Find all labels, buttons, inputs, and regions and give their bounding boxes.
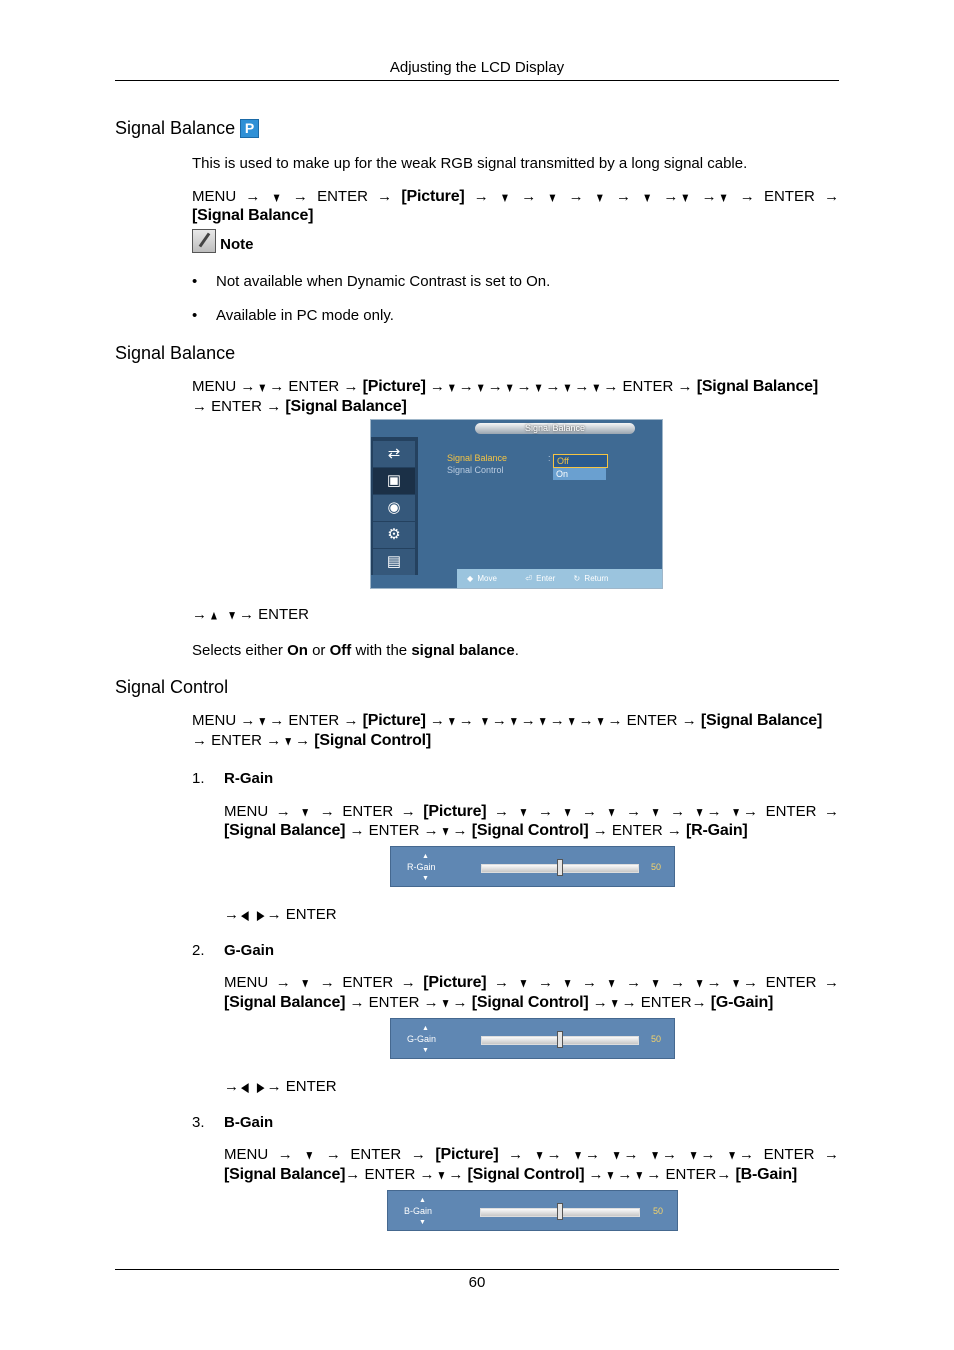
bullet-item: • — [192, 273, 198, 290]
bullet-text: Not available when Dynamic Contrast is set to On. — [216, 273, 551, 290]
osd-footer: ◆ Move ⏎ Enter ↻ Return — [457, 569, 662, 588]
up-arrow-icon: ▲ — [419, 1197, 426, 1204]
menu-path-cont: → ENTER → ▼ → [Signal Control] — [192, 732, 432, 750]
menu-path: MENU → ▼ → ENTER → [Picture] → ▼ → ▼ → ▼ → ▼ → ▼ → ▼ → ENTER → — [224, 803, 839, 821]
section-title: Signal Balance — [115, 343, 236, 363]
slider-label: B-Gain — [404, 1206, 433, 1216]
b-gain-slider[interactable] — [387, 1190, 678, 1231]
menu-path: MENU → ▼ → ENTER → [Picture] → ▼ → ▼ → ▼ → ▼ → ▼ → ▼ → ENTER → — [192, 188, 840, 206]
item-title: B-Gain — [224, 1114, 274, 1131]
down-arrow-icon: ▼ — [422, 875, 429, 882]
osd-colon: : — [548, 453, 551, 463]
up-arrow-icon: ▲ — [422, 1025, 429, 1032]
description: This is used to make up for the weak RGB signal transmitted by a long signal cable. — [192, 155, 748, 172]
slider-thumb[interactable] — [557, 1203, 563, 1220]
menu-path-cont: [Signal Balance] — [192, 207, 314, 224]
return-icon: ↻ — [573, 574, 581, 583]
up-arrow-icon: ▲ — [422, 853, 429, 860]
nav-instruction: → ◀ ▶ → ENTER — [224, 906, 337, 924]
section-title: Signal Control — [115, 677, 229, 697]
section-title — [115, 118, 259, 139]
item-title: R-Gain — [224, 770, 274, 787]
osd-item-signal-balance[interactable]: Signal Balance — [447, 453, 508, 463]
header-rule — [115, 80, 839, 81]
slider-thumb[interactable] — [557, 859, 563, 876]
page-number: 60 — [468, 1274, 486, 1291]
osd-sidebar — [371, 437, 418, 575]
move-icon: ◆ — [467, 574, 474, 583]
osd-tab-input-icon[interactable]: ⇄ — [373, 441, 415, 467]
down-arrow-icon: ▼ — [422, 1047, 429, 1054]
osd-item-signal-control[interactable]: Signal Control — [447, 465, 504, 475]
slider-value: 50 — [653, 1206, 664, 1216]
slider-value: 50 — [651, 862, 662, 872]
section-title-text: Signal Balance — [115, 118, 236, 138]
menu-path-cont: → ENTER → [Signal Balance] — [192, 398, 407, 415]
slider-thumb[interactable] — [557, 1031, 563, 1048]
osd-tab-setup-icon[interactable]: ⚙ — [373, 522, 415, 548]
osd-tab-picture-icon[interactable]: ▣ — [373, 468, 415, 494]
osd-tab-multi-icon[interactable]: ▤ — [373, 549, 415, 575]
pc-mode-icon: P — [240, 119, 259, 138]
note — [192, 229, 254, 253]
down-arrow-icon: ▼ — [419, 1219, 426, 1226]
osd-title: Signal Balance — [475, 423, 635, 434]
r-gain-slider[interactable] — [390, 846, 675, 887]
slider-label: G-Gain — [407, 1034, 437, 1044]
menu-path-cont: [Signal Balance] → ENTER → ▼ → [Signal Control] → ENTER → [R-Gain] — [224, 822, 748, 840]
menu-path: MENU → ▼ → ENTER → [Picture] → ▼ → ▼ → ▼ → ▼ → ▼ → ▼ → ENTER → — [224, 974, 839, 992]
osd-option-off[interactable]: Off — [553, 454, 608, 468]
menu-path: MENU → ▼ → ENTER → [Picture] → ▼ → ▼ → ▼ → ▼ → ▼ → ▼ → ENTER → [Signal Balance] — [192, 378, 818, 396]
enter-icon: ⏎ — [525, 574, 532, 583]
bullet-item: • — [192, 307, 198, 324]
osd-tab-sound-icon[interactable]: ◉ — [373, 495, 415, 521]
menu-path-cont: [Signal Balance]→ ENTER → ▼ → [Signal Control] → ▼ → ▼ → ENTER→ [B-Gain] — [224, 1166, 798, 1184]
bullet-text: Available in PC mode only. — [216, 307, 394, 324]
list-number: 3. — [192, 1114, 205, 1131]
selection-description: Selects either On or Off with the signal balance. — [192, 642, 519, 659]
osd-option-on[interactable]: On — [553, 468, 606, 480]
g-gain-slider[interactable] — [390, 1018, 675, 1059]
page-header: Adjusting the LCD Display — [389, 59, 565, 76]
footer-rule — [115, 1269, 839, 1270]
osd-signal-balance-menu — [370, 419, 663, 589]
list-number: 1. — [192, 770, 205, 787]
note-icon — [192, 229, 216, 253]
slider-label: R-Gain — [407, 862, 436, 872]
nav-instruction: → ▲ ▼ → ENTER — [192, 606, 309, 624]
menu-path: MENU → ▼ → ENTER → [Picture] → ▼ → ▼ → ▼ → ▼ → ▼ → ▼ → ENTER → [Signal Balance] — [192, 712, 823, 730]
note-label: Note — [220, 236, 254, 253]
item-title: G-Gain — [224, 942, 275, 959]
list-number: 2. — [192, 942, 205, 959]
nav-instruction: → ◀ ▶ → ENTER — [224, 1078, 337, 1096]
menu-path: MENU → ▼ → ENTER → [Picture] → ▼ → ▼ → ▼ → ▼ → ▼ → ▼ → ENTER → — [224, 1146, 839, 1164]
slider-value: 50 — [651, 1034, 662, 1044]
menu-path-cont: [Signal Balance] → ENTER → ▼ → [Signal Control] → ▼ → ENTER→ [G-Gain] — [224, 994, 774, 1012]
